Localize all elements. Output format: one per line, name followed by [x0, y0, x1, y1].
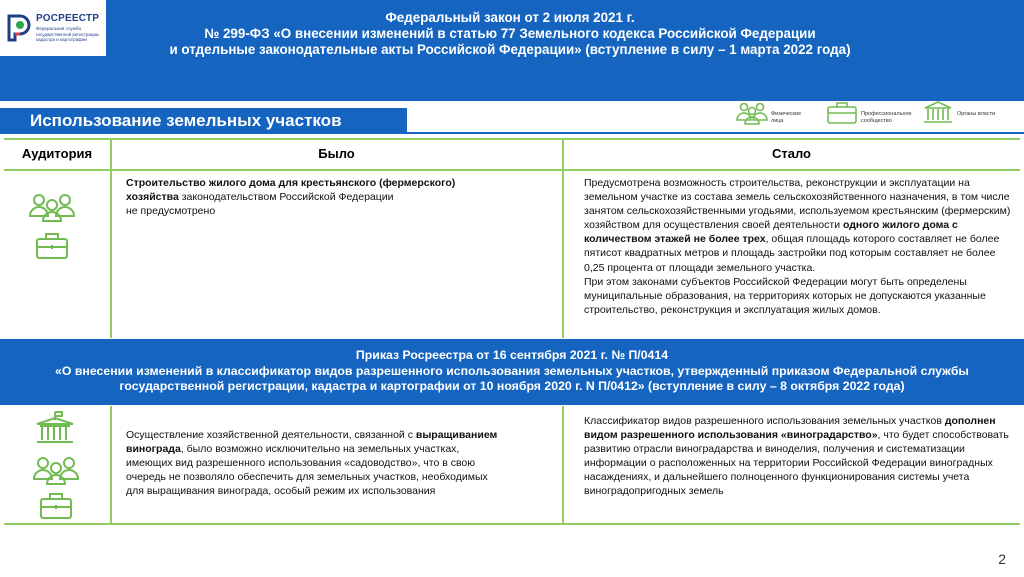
- order-line-2: «О внесении изменений в классификатор видов разрешенного использования земельных участков, утвержденный приказом Федеральной службы: [55, 363, 969, 378]
- row2-became-p1: Классификатор видов разрешенного использования земельных участков: [584, 415, 945, 427]
- law-title-line-2: № 299-ФЗ «О внесении изменений в статью 77 Земельного кодекса Российской Федерации: [204, 26, 816, 41]
- row1-was-text: [126, 176, 506, 218]
- government-building-icon: [921, 99, 955, 125]
- section-title: Использование земельных участков: [0, 108, 407, 134]
- row1-was-rest: законодательством Российской Федерации: [178, 191, 394, 204]
- legend-item-authorities: [921, 99, 997, 129]
- row2-was-p1: Осуществление хозяйственной деятельности, связанной с: [126, 429, 416, 441]
- legend-item-individuals: [735, 99, 811, 129]
- row2-became-p2: , что будет способствовать развитию отрасли виноградарства и виноделия, получения и систематизации информации о расположенных на территории Российской Федерации виноградных насаждениях, и дальнейшего полноценного функционирования системы учета виноградопригодных земель: [584, 429, 1009, 498]
- column-header-was: Было: [318, 146, 355, 161]
- audience-legend: [735, 99, 1015, 129]
- rosreestr-logo: [0, 0, 106, 56]
- rosreestr-emblem-icon: [6, 13, 32, 43]
- legend-label-authorities: Органы власти: [957, 111, 996, 117]
- row1-was-line3: не предусмотрено: [126, 205, 216, 218]
- legend-item-professional: [825, 99, 912, 129]
- table-col-divider-1: [110, 138, 112, 338]
- page-number: 2: [998, 551, 1006, 567]
- table-header-border: [4, 169, 1020, 171]
- row1-became-p3: При этом законами субъектов Российской Федерации могут быть определены муниципальные образования, на территориях которых не допускаются указанные строительство, реконструкция и эксплуатация жилых домов.: [584, 275, 986, 316]
- column-header-audience: Аудитория: [21, 146, 93, 161]
- row2-became-bold: дополнен видом разрешенного использования «виноградарство»: [584, 415, 996, 442]
- legend-label-individuals: Физические лица: [771, 111, 802, 124]
- row1-became-text: [584, 176, 1014, 317]
- law-title-line-3: и отдельные законодательные акты Российской Федерации» (вступление в силу – 1 марта 2022 года): [169, 42, 851, 57]
- law-title-line-1: Федеральный закон от 2 июля 2021 г.: [385, 10, 635, 25]
- row2-was-text: [126, 428, 506, 498]
- people-icon: [32, 455, 80, 485]
- briefcase-icon: [825, 99, 859, 125]
- row2-was-p2: , было возможно исключительно на земельных участках, имеющих вид разрешенного использования «садоводство», что в свою очередь не позволяло обеспечить для земельных участков, необходимых для выращивания винограда, особый режим их использования: [126, 443, 488, 498]
- legend-label-professional: Профессиональное сообщество: [861, 111, 912, 124]
- government-building-icon: [34, 410, 76, 446]
- logo-name: РОСРЕЕСТР: [36, 13, 100, 25]
- table-bottom-border: [4, 523, 1020, 525]
- table-col-divider-3: [110, 406, 112, 524]
- people-icon: [735, 99, 769, 125]
- law-title: [140, 10, 880, 58]
- row1-became-p1: Предусмотрена возможность строительства, реконструкции и эксплуатации на земельном участке из состава земель сельскохозяйственного назначения, в том числе занятом сельскохозяйственными угодьями, используемом крестьянским (фермерским) хозяйством для осуществления своей деятельности: [584, 177, 1011, 232]
- people-icon: [28, 192, 76, 222]
- row1-was-bold: Строительство жилого дома для крестьянского (фермерского) хозяйства: [126, 177, 456, 204]
- order-line-1: Приказ Росреестра от 16 сентября 2021 г. № П/0414: [355, 348, 669, 362]
- logo-subtitle: Федеральная служба государственной регистрации, кадастра и картографии: [36, 26, 100, 43]
- briefcase-icon: [39, 492, 73, 520]
- table-col-divider-4: [562, 406, 564, 524]
- table-top-border: [4, 138, 1020, 140]
- order-banner: [0, 339, 1024, 405]
- briefcase-icon: [35, 232, 69, 260]
- row2-was-bold: выращиванием винограда: [126, 429, 498, 456]
- row1-became-bold: одного жилого дома с количеством этажей не более трех: [584, 219, 958, 246]
- column-header-became: Стало: [771, 146, 811, 161]
- row1-became-p2: , общая площадь которого составляет не более пятисот квадратных метров и площадь застройки под которым составляет не более 0,25 процента от площади земельного участка.: [584, 233, 1000, 274]
- order-line-3: государственной регистрации, кадастра и картографии от 10 ноября 2020 г. N П/0412» (вступление в силу – 8 октября 2022 года): [119, 379, 905, 393]
- table-col-divider-2: [562, 138, 564, 338]
- row2-became-text: [584, 414, 1014, 499]
